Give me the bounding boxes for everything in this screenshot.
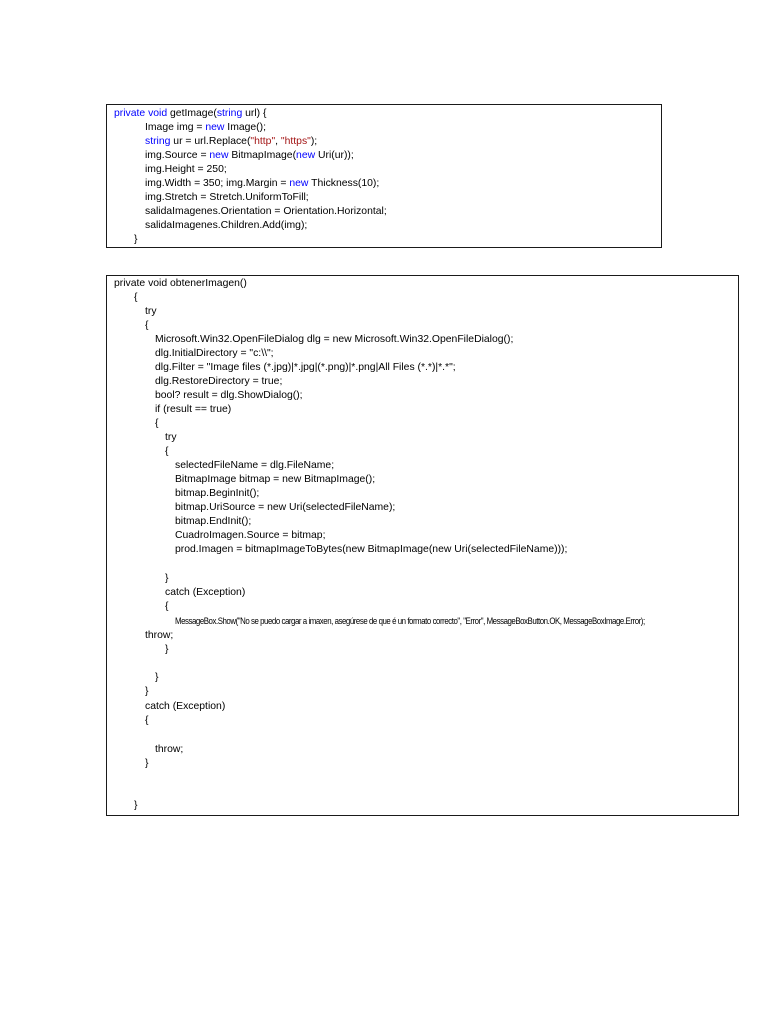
code-line: private void obtenerImagen() — [114, 278, 247, 289]
code-line: { — [134, 292, 138, 303]
code-line: salidaImagenes.Orientation = Orientation.Horizontal; — [145, 206, 387, 217]
code-string: "https" — [280, 136, 311, 147]
code-line: img.Height = 250; — [145, 164, 227, 175]
code-line: img.Stretch = Stretch.UniformToFill; — [145, 192, 309, 203]
code-text: getImage( — [167, 108, 217, 119]
code-block-2 — [106, 275, 739, 816]
code-line: throw; — [155, 744, 184, 755]
code-text: ur = url.Replace( — [170, 136, 251, 147]
code-line: if (result == true) — [155, 404, 232, 415]
code-line: bool? result = dlg.ShowDialog(); — [155, 390, 303, 401]
code-text: img.Source = — [145, 150, 210, 161]
code-line: dlg.InitialDirectory = "c:\\"; — [155, 348, 274, 359]
code-line: catch (Exception) — [165, 587, 246, 598]
code-line: { — [145, 715, 149, 726]
code-line: { — [165, 446, 169, 457]
code-line — [114, 108, 267, 120]
code-text: Uri(ur)); — [315, 150, 354, 161]
code-line: { — [165, 601, 169, 612]
code-line: bitmap.EndInit(); — [175, 516, 252, 527]
code-line: { — [155, 418, 159, 429]
code-line: selectedFileName = dlg.FileName; — [175, 460, 335, 471]
code-line: catch (Exception) — [145, 701, 226, 712]
code-line — [175, 616, 748, 628]
code-line: throw; — [145, 630, 174, 641]
code-text: Thickness(10); — [308, 178, 380, 189]
code-line: bitmap.BeginInit(); — [175, 488, 260, 499]
code-text: img.Width = 350; img.Margin = — [145, 178, 290, 189]
code-keyword: string — [216, 108, 243, 119]
code-keyword: new — [296, 150, 316, 161]
code-line: } — [155, 672, 159, 683]
code-line — [145, 150, 354, 162]
code-line: } — [145, 686, 149, 697]
code-line — [145, 122, 266, 134]
code-keyword: new — [209, 150, 229, 161]
code-line: } — [134, 234, 138, 245]
code-keyword: string — [145, 136, 171, 147]
code-keyword: new — [205, 122, 225, 133]
code-text: url) { — [242, 108, 267, 119]
code-line — [145, 178, 379, 190]
code-text: Image img = — [145, 122, 206, 133]
code-line: try — [165, 432, 177, 443]
code-line: dlg.RestoreDirectory = true; — [155, 376, 283, 387]
code-line: } — [165, 573, 169, 584]
code-line: BitmapImage bitmap = new BitmapImage(); — [175, 474, 376, 485]
code-line — [145, 136, 317, 148]
code-text: Image(); — [224, 122, 266, 133]
code-line: } — [134, 800, 138, 811]
code-keyword: private void — [114, 108, 168, 119]
code-line: prod.Imagen = bitmapImageToBytes(new BitmapImage(new Uri(selectedFileName))); — [175, 544, 568, 555]
code-line: salidaImagenes.Children.Add(img); — [145, 220, 308, 231]
condensed-code-text: MessageBox.Show("No se puedo cargar a imaxen, asegúrese de que é un formato correcto", "Error", MessageBoxButton.OK, MessageBoxImage.Error); — [175, 616, 645, 627]
code-text: BitmapImage( — [228, 150, 297, 161]
code-line: try — [145, 306, 157, 317]
code-line: { — [145, 320, 149, 331]
code-line: } — [165, 644, 169, 655]
code-text: , — [275, 136, 281, 147]
code-line: bitmap.UriSource = new Uri(selectedFileName); — [175, 502, 396, 513]
code-block-1 — [106, 104, 662, 248]
code-string: "http" — [250, 136, 276, 147]
code-line: Microsoft.Win32.OpenFileDialog dlg = new Microsoft.Win32.OpenFileDialog(); — [155, 334, 514, 345]
code-keyword: new — [289, 178, 309, 189]
code-line: CuadroImagen.Source = bitmap; — [175, 530, 326, 541]
code-text: ); — [310, 136, 318, 147]
code-line: } — [145, 758, 149, 769]
code-line: dlg.Filter = "Image files (*.jpg)|*.jpg|(*.png)|*.png|All Files (*.*)|*.*"; — [155, 362, 456, 373]
